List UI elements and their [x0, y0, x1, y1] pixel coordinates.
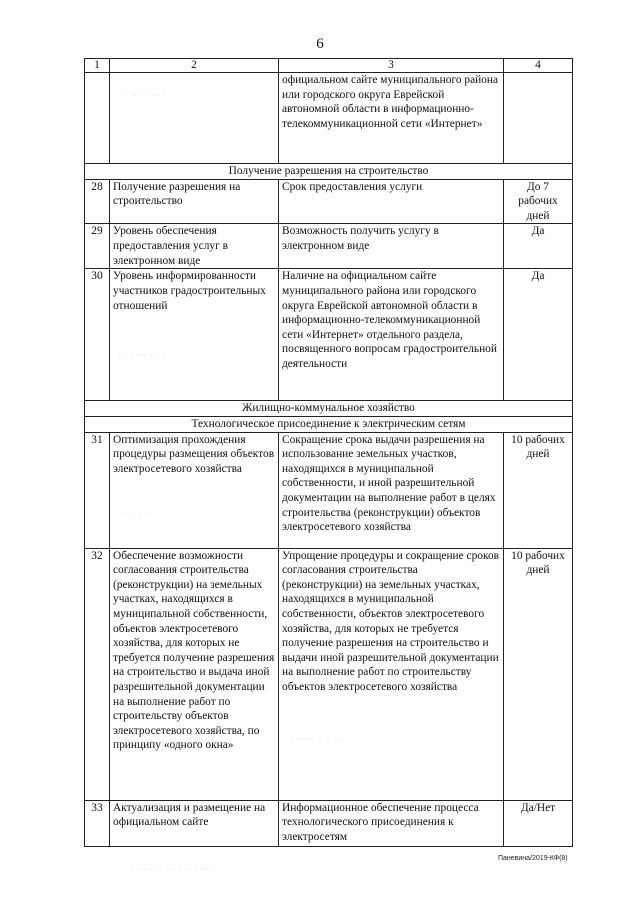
indicator-name: Обеспечение возможности согласования строительства (реконструкции) на земельных участках, находящихся в муниципальной собственности, объектов электросетевого хозяйства, для которых не требуется получение разрешения на строительство и выдача иной разрешительной документации на выполнение работ по строительству объектов электросетевого хозяйства, по принципу «одного окна»: [110, 548, 279, 800]
table-row: [85, 224, 573, 269]
indicator-name: Оптимизация прохождения процедуры размещения объектов электросетевого хозяйства: [110, 432, 279, 548]
column-header: 1: [85, 59, 110, 73]
table-row: [85, 269, 573, 401]
table-row: [85, 73, 573, 164]
column-header: 3: [279, 59, 504, 73]
indicator-value: 10 рабочих дней: [504, 432, 573, 548]
indicator-value: [504, 73, 573, 164]
table-row: [85, 800, 573, 846]
document-code: Паневина/2019-КФ(8): [498, 855, 568, 862]
bleed-through-mark: ·· · · ··: [122, 510, 151, 517]
indicator-value: До 7 рабочих дней: [504, 179, 573, 224]
row-number: 32: [85, 548, 110, 800]
bleed-through-mark: · ·· ··· · ·· ···: [290, 736, 345, 743]
row-number: 31: [85, 432, 110, 548]
row-number: [85, 73, 110, 164]
table-row: [85, 432, 573, 548]
section-title: Получение разрешения на строительство: [85, 164, 573, 180]
indicator-description: Наличие на официальном сайте муниципального района или городского округа Еврейской автономной области в информационно-телекоммуникационной сети «Интернет» отдельного раздела, посвященного вопросам градостроительной деятельности: [279, 269, 504, 401]
row-number: 33: [85, 800, 110, 846]
indicator-description: Сокращение срока выдачи разрешения на использование земельных участков, находящихся в муниципальной собственности, и иной разрешительной документации на выполнение работ в целях строительства (реконструкции) объектов электросетевого хозяйства: [279, 432, 504, 548]
section-title: Жилищно-коммунальное хозяйство: [85, 401, 573, 417]
section-row: [85, 401, 573, 417]
indicator-description: Возможность получить услугу в электронном виде: [279, 224, 504, 269]
indicators-table: [84, 58, 573, 847]
indicator-value: Да: [504, 269, 573, 401]
bleed-through-mark: · ·· · · ·· ·: [125, 92, 167, 99]
indicator-value: Да: [504, 224, 573, 269]
row-number: 30: [85, 269, 110, 401]
section-row: [85, 164, 573, 180]
bleed-through-mark: · · · ··· · · ·: [118, 352, 166, 359]
indicator-description: официальном сайте муниципального района или городского округа Еврейской автономной области в информационно-телекоммуникационной сети «Интернет»: [279, 73, 504, 164]
indicator-description: Срок предоставления услуги: [279, 179, 504, 224]
section-row: [85, 416, 573, 432]
indicator-name: [110, 73, 279, 164]
indicator-name: Уровень информированности участников градостроительных отношений: [110, 269, 279, 401]
indicator-name: Актуализация и размещение на официальном сайте: [110, 800, 279, 846]
row-number: 29: [85, 224, 110, 269]
column-header: 4: [504, 59, 573, 73]
table-row: [85, 179, 573, 224]
bleed-through-mark: · ··· · ·· ··· · ·· · ···: [130, 866, 211, 873]
section-title: Технологическое присоединение к электрическим сетям: [85, 416, 573, 432]
indicator-value: 10 рабочих дней: [504, 548, 573, 800]
table-row: [85, 548, 573, 800]
table-header-row: [85, 59, 573, 73]
indicator-description: Информационное обеспечение процесса технологического присоединения к электросетям: [279, 800, 504, 846]
indicator-value: Да/Нет: [504, 800, 573, 846]
indicator-name: Получение разрешения на строительство: [110, 179, 279, 224]
column-header: 2: [110, 59, 279, 73]
page-number: 6: [316, 36, 324, 52]
indicator-description: Упрощение процедуры и сокращение сроков согласования строительства (реконструкции) на земельных участках, находящихся в муниципальной собственности, объектов электросетевого хозяйства, для которых не требуется получение разрешения на строительство и выдачи иной разрешительной документации на выполнение работ по строительству объектов электросетевого хозяйства: [279, 548, 504, 800]
indicator-name: Уровень обеспечения предоставления услуг в электронном виде: [110, 224, 279, 269]
row-number: 28: [85, 179, 110, 224]
